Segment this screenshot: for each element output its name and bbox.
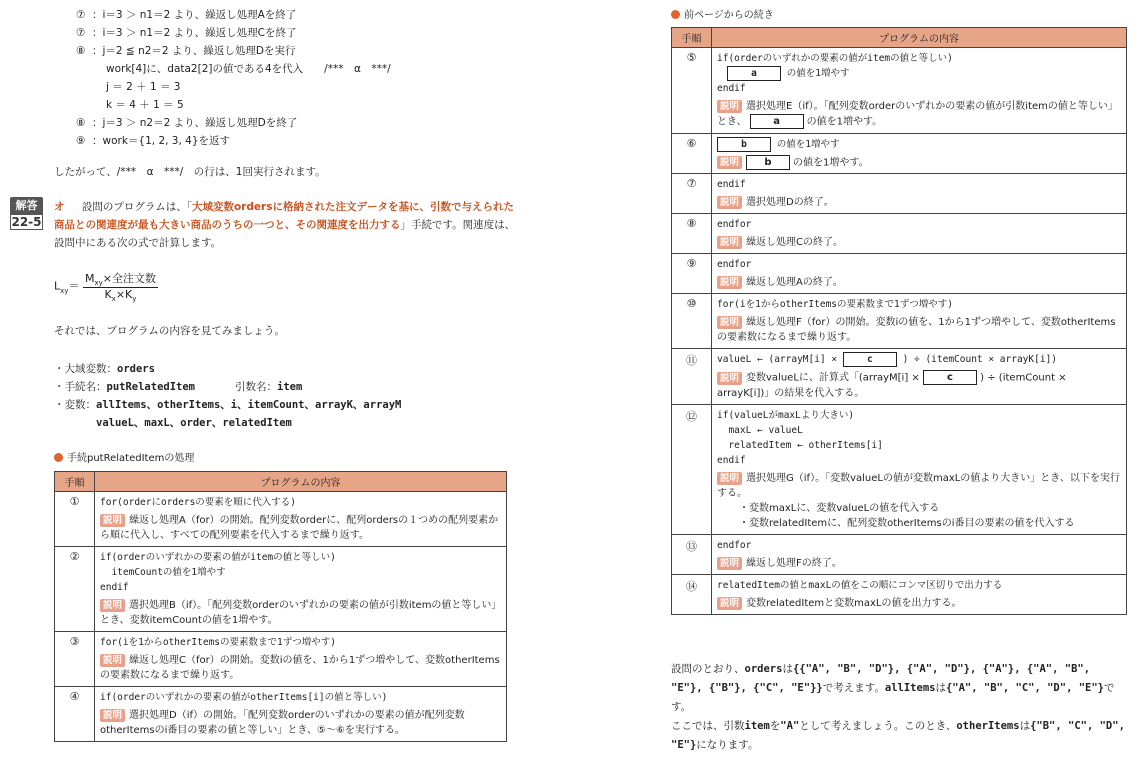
table-row: ③ for(iを1からotherItemsの要素数まで1ずつ増やす) 説明 繰返し処理C（for）の開始。変数iの値を、1から1ずつ増やして、変数otherItemsの要素数になるまで繰り返す。 xyxy=(55,632,507,687)
blank-a: a xyxy=(750,114,804,129)
answer-letter: オ xyxy=(54,201,65,213)
table-row: ⑪ valueL ← (arrayM[i] × c ) ÷ (itemCount × arrayK[i]) 説明 変数valueLに、計算式「(arrayM[i] × c ) ÷ (itemCount × arrayK[i])」の結果を代入する。 xyxy=(672,349,1127,405)
program-table-left xyxy=(54,471,507,742)
table-row: ② if(orderのいずれかの要素の値がitemの値と等しい) itemCountの値を1増やす endif 説明 選択処理B（if）。「配列変数orderのいずれかの要素の値が引数itemの値と等しい」とき、変数itemCountの値を1増やす。 xyxy=(55,547,507,632)
table-row: ⑧ endfor 説明 繰返し処理Cの終了。 xyxy=(672,214,1127,254)
table-row: ⑤ if(orderのいずれかの要素の値がitemの値と等しい) a の値を1増やす endif 説明 選択処理E（if）。「配列変数orderのいずれかの要素の値が引数itemの値と等しい」とき、 a の値を1増やす。 xyxy=(672,48,1127,134)
trace-line: k ＝ 4 ＋ 1 ＝ 5 xyxy=(106,99,184,111)
blank-c: c xyxy=(843,352,897,367)
table-row: ⑦ endif 説明 選択処理Dの終了。 xyxy=(672,174,1127,214)
col-content-header: プログラムの内容 xyxy=(95,472,507,492)
table-row: ⑫ if(valueLがmaxLより大きい) maxL ← valueL relatedItem ← otherItems[i] endif 説明 選択処理G（if）。「変数valueLの値が変数maxLの値より大きい」とき、以下を実行する。 ・変数maxLに、変数valueLの値を代入する ・変数relatedItemに、配列変数otherItemsのi番目の要素の値を代入する xyxy=(672,404,1127,534)
blank-c: c xyxy=(923,370,977,385)
trace-line: ⑧ ：j＝3 ＞ n2＝2 より、繰返し処理Dを終了 xyxy=(76,117,298,129)
section-title: 手続putRelatedItemの処理 xyxy=(54,449,194,467)
table-row: ④ if(orderのいずれかの要素の値がotherItems[i]の値と等しい) 説明 選択処理D（if）の開始。「配列変数orderのいずれかの要素の値が配列変数otherItemsのi番目の要素の値と等しい」とき、⑤〜⑥を実行する。 xyxy=(55,687,507,742)
trace-line: ⑨ ：work＝{1, 2, 3, 4}を返す xyxy=(76,135,231,147)
variables-block: ・大域変数：orders ・手続名：putRelatedItem 引数名：item ・変数：allItems、otherItems、i、itemCount、arrayK、arrayM valueL、maxL、order、relatedItem xyxy=(54,363,402,429)
blank-b: b xyxy=(717,137,771,152)
explanation-paragraph: 設問のとおり、ordersは{{"A", "B", "D"}, {"A", "D"}, {"A"}, {"A", "B", "E"}, {"B"}, {"C", "E"}}で考えます。allItemsは{"A", "B", "C", "D", "E"}です。 ここでは、引数itemを"A"として考えましょう。このとき、otherItemsは{"B", "C", "D", "E"}になります。 xyxy=(671,663,1125,751)
col-step-header: 手順 xyxy=(672,28,712,48)
conclusion-text: したがって、/*** α ***/ の行は、1回実行されます。 xyxy=(54,166,326,178)
trace-line: ⑧ ：j＝2 ≦ n2＝2 より、繰返し処理Dを実行 xyxy=(76,45,296,57)
answer-paragraph: オ 設問のプログラムは、「大域変数ordersに格納された注文データを基に、引数で与えられた商品との関連度が最も大きい商品のうちの一つと、その関連度を出力する」手続です。関連度は、設問中にある次の式で計算します。 xyxy=(54,201,516,249)
table-row: ⑥ b の値を1増やす 説明 b の値を1増やす。 xyxy=(672,133,1127,174)
trace-line: ⑦ ：i＝3 ＞ n1＝2 より、繰返し処理Cを終了 xyxy=(76,27,297,39)
blank-b: b xyxy=(746,155,790,170)
col-content-header: プログラムの内容 xyxy=(712,28,1127,48)
table-row: ⑩ for(iを1からotherItemsの要素数まで1ずつ増やす) 説明 繰返し処理F（for）の開始。変数iの値を、1から1ずつ増やして、変数otherItemsの要素数になるまで繰り返す。 xyxy=(672,294,1127,349)
answer-badge: 解答 22-5 xyxy=(11,199,42,229)
trace-line: ⑦ ：i＝3 ＞ n1＝2 より、繰返し処理Aを終了 xyxy=(76,9,297,21)
table-row: ⑬ endfor 説明 繰返し処理Fの終了。 xyxy=(672,534,1127,574)
lead-text: それでは、プログラムの内容を見てみましょう。 xyxy=(54,325,285,337)
continued-title: 前ページからの続き xyxy=(671,6,774,24)
trace-line: work[4]に、data2[2]の値である4を代入 /*** α ***/ xyxy=(106,63,391,75)
blank-a: a xyxy=(727,66,781,81)
table-row: ⑨ endfor 説明 繰返し処理Aの終了。 xyxy=(672,254,1127,294)
table-row: ⑭ relatedItemの値とmaxLの値をこの順にコンマ区切りで出力する 説明 変数relatedItemと変数maxLの値を出力する。 xyxy=(672,574,1127,614)
trace-line: j ＝ 2 ＋ 1 ＝ 3 xyxy=(106,81,181,93)
col-step-header: 手順 xyxy=(55,472,95,492)
formula: $L_{xy}=$ $\frac{M_{xy}\times 全注文数}{K_x\times K_y}$ xyxy=(54,272,156,304)
table-row: ① for(orderにordersの要素を順に代入する) 説明 繰返し処理A（for）の開始。配列変数orderに、配列ordersの１つめの配列要素から順に代入し、すべての配列要素を代入するまで繰り返す。 xyxy=(55,492,507,547)
program-table-right xyxy=(671,27,1127,615)
trace-block xyxy=(76,6,536,150)
answer-highlight: 大域変数ordersに格納された注文データを基に、引数で与えられた商品との関連度が最も大きい商品のうちの一つと、その関連度を出力する xyxy=(54,201,514,231)
